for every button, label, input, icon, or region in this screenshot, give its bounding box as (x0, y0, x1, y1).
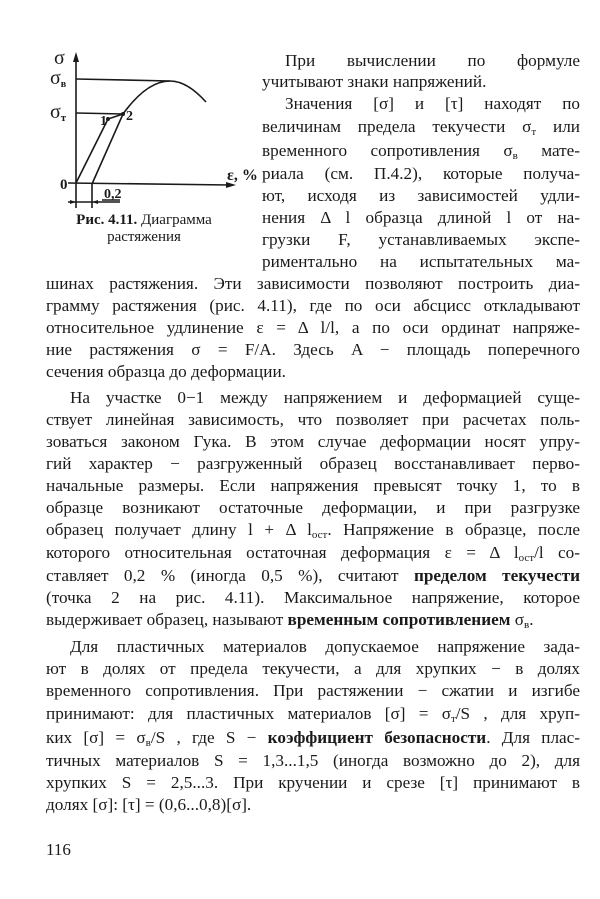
text-line: временного сопротивления $\sigma_в$ мате- (262, 141, 580, 162)
text-line: нения Δ l образца длиной l от на- (262, 208, 580, 227)
text-line: шинах растяжения. Эти зависимости позволяют построить диа- (46, 274, 580, 293)
text-line: учитывают знаки напряжений. (262, 72, 487, 91)
text-line: величинам предела текучести $\sigma_т$ или (262, 117, 580, 138)
term-yield-strength: пределом текучести (413, 566, 580, 585)
text-line: тичных материалов S = 1,3...1,5 (иногда возможно до 2), для (46, 751, 580, 770)
text-line: зоваться законом Гука. В этом случае деформации носят упру- (46, 432, 580, 451)
x-axis-label: ε, % (227, 167, 258, 184)
text-line: ставляет 0,2 % (иногда 0,5 %), считают пределом текучести (46, 566, 580, 585)
text-line: гий характер − разгруженный образец восстанавливает перво- (46, 454, 580, 473)
text-line: (точка 2 на рис. 4.11). Максимальное напряжение, которое (46, 588, 580, 607)
origin-label: 0 (60, 177, 68, 193)
text-line: которого относительная остаточная деформация ε = Δ $l_{ост}/l$ со- (46, 543, 580, 564)
text-line: ствует линейная зависимость, что позволяет при расчетах поль- (46, 410, 580, 429)
text-line: грамму растяжения (рис. 4.11), где по оси абсцисс откладывают (46, 296, 580, 315)
caption-text: Диаграмма (137, 212, 212, 228)
term-ultimate-strength: временным сопротивлением (287, 610, 511, 629)
point-2-label: 2 (126, 109, 133, 124)
figure-caption (44, 212, 244, 246)
y-axis-label: σ (54, 47, 65, 69)
caption-line2: растяжения (107, 229, 181, 245)
caption-label: Рис. 4.11. (76, 212, 138, 228)
text-line: долях [σ]: [τ] = (0,6...0,8)[σ]. (46, 795, 252, 814)
stress-strain-chart (44, 44, 260, 214)
sigma-t-label: σт (50, 101, 67, 124)
text-line: риала (см. П.4.2), которые получа- (262, 164, 580, 183)
text-line: хрупких S = 2,5...3. При кручении и срезе [τ] принимают в (46, 773, 580, 792)
offset-label: 0,2 (104, 187, 122, 202)
text-line: На участке 0−1 между напряжением и деформацией суще- (70, 388, 580, 407)
text-line: Для пластичных материалов допускаемое напряжение зада- (70, 637, 580, 656)
figure-tension-diagram (44, 44, 260, 254)
sigma-v-label: σв (50, 67, 67, 90)
text-line: сечения образца до деформации. (46, 362, 286, 381)
text-line: При вычислении по формуле (285, 51, 580, 70)
term-safety-factor: коэффициент безопасности (267, 728, 487, 747)
text-line: относительное удлинение ε = Δ l/l, а по оси ординат напряже- (46, 318, 580, 337)
text-line: ют, исходя из зависимостей удли- (262, 186, 580, 205)
text-line: выдерживает образец, называют временным сопротивлением $\sigma_в$. (46, 610, 534, 631)
page-number: 116 (46, 840, 71, 859)
text-line: образце возникают остаточные деформации, и при разгрузке (46, 498, 580, 517)
text-line: ких $[\sigma] = \sigma_в/S$ , где S − коэффициент безопасности. Для плас- (46, 728, 581, 749)
text-line: ют в долях от предела текучести, а для хрупких − в долях (46, 659, 580, 678)
text-line: начальные размеры. Если напряжения превысят точку 1, то в (46, 476, 580, 495)
text-line: временного сопротивления. При растяжении − сжатии и изгибе (46, 681, 580, 700)
text-line: риментально на испытательных ма- (262, 252, 580, 271)
text-line: Значения [σ] и [τ] находят по (285, 94, 580, 113)
text-line: грузки F, устанавливаемых экспе- (262, 230, 580, 249)
text-line: образец получает длину l + Δ $l_{ост}$. Напряжение в образце, после (46, 520, 580, 541)
text-line: принимают: для пластичных материалов $[\sigma] = \sigma_т/S$ , для хруп- (46, 704, 580, 725)
text-line: ние растяжения σ = F/A. Здесь A − площадь поперечного (46, 340, 580, 359)
point-1-label: 1 (100, 114, 107, 129)
